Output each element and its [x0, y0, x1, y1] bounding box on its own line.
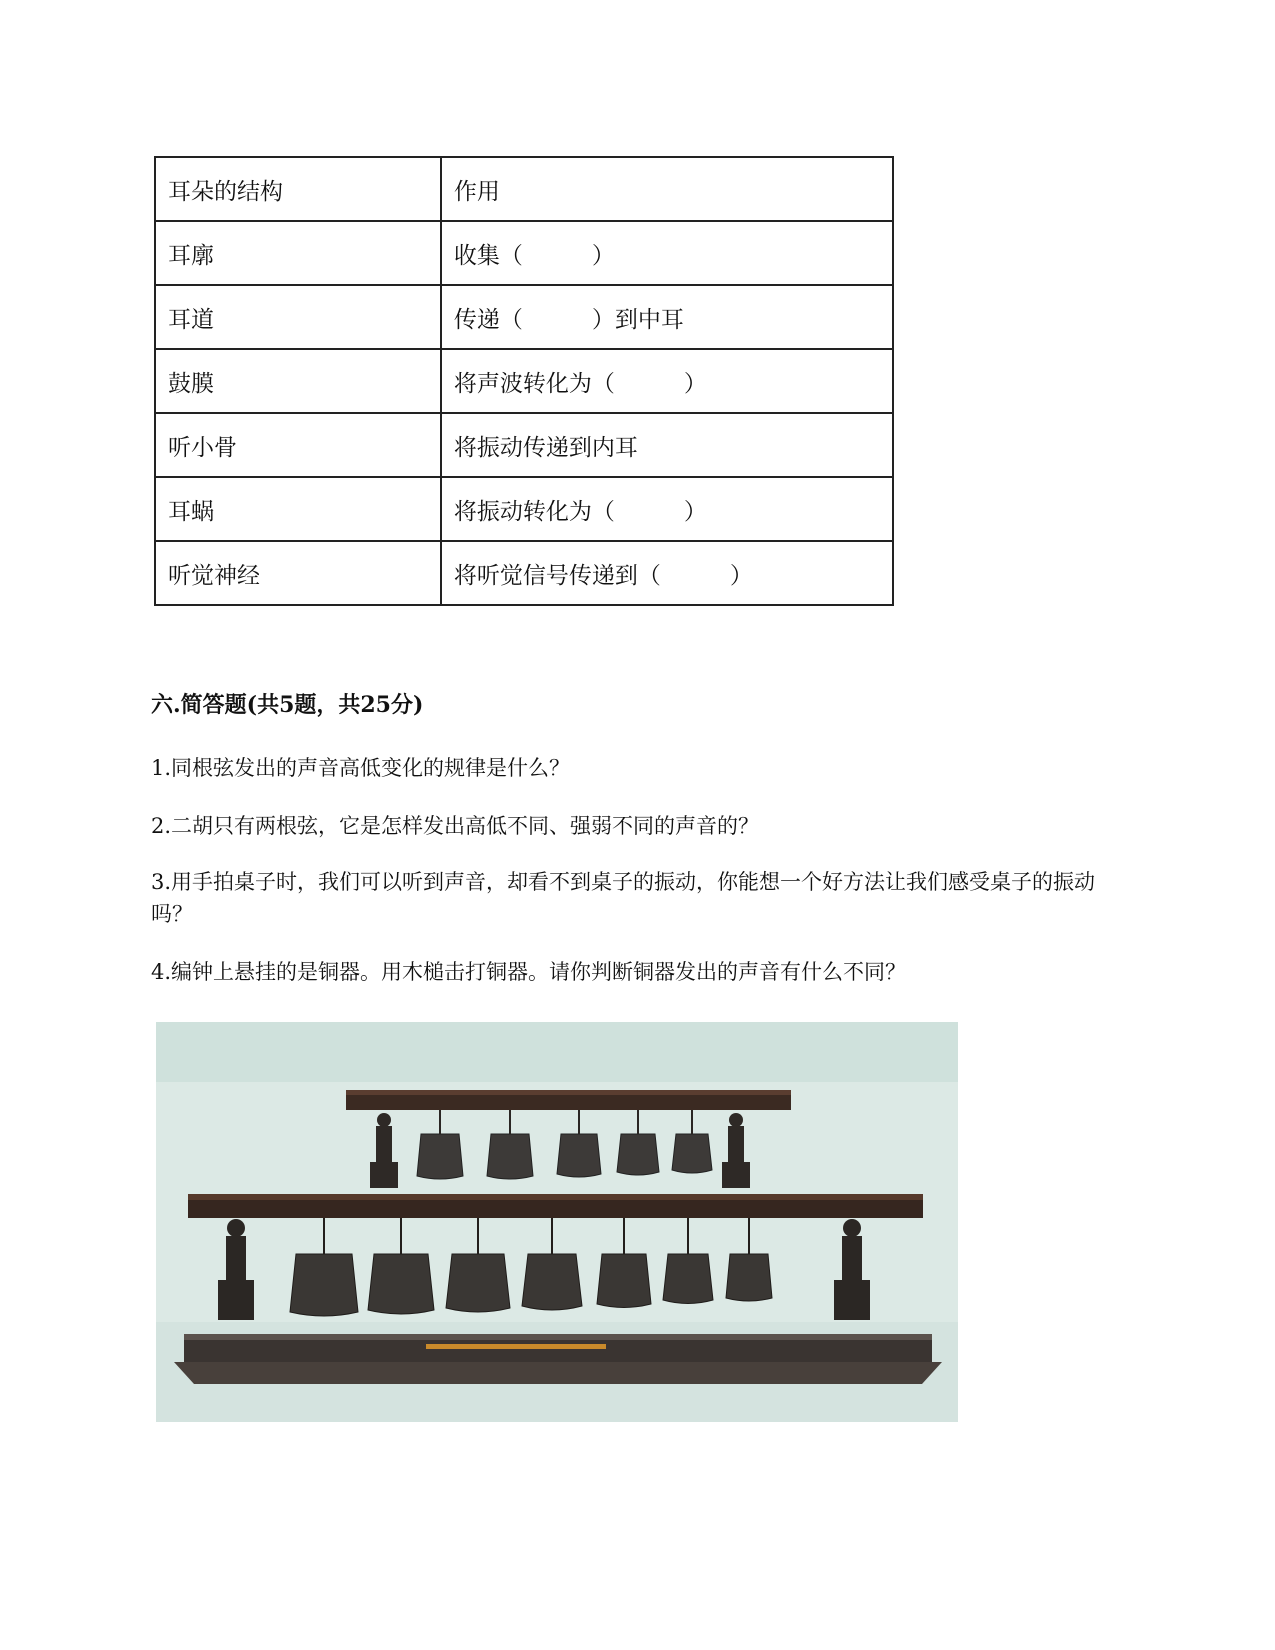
table-row: [155, 541, 893, 605]
table-cell-part: 听小骨: [155, 413, 441, 477]
table-row: [155, 221, 893, 285]
table-header-cell: 耳朵的结构: [155, 157, 441, 221]
question-1: 1.同根弦发出的声音高低变化的规律是什么？: [151, 756, 571, 780]
table-cell-part: 耳道: [155, 285, 441, 349]
table-cell-function: 将听觉信号传递到（ ）: [441, 541, 893, 605]
table-cell-part: 耳廓: [155, 221, 441, 285]
bianzhong-bells-photo: [156, 1022, 958, 1422]
table-row: [155, 477, 893, 541]
table-header-row: [155, 157, 893, 221]
table-cell-function: 传递（ ）到中耳: [441, 285, 893, 349]
table-row: [155, 413, 893, 477]
table-cell-function: 收集（ ）: [441, 221, 893, 285]
table-cell-function: 将振动传递到内耳: [441, 413, 893, 477]
table-cell-function: 将振动转化为（ ）: [441, 477, 893, 541]
question-3: 3.用手拍桌子时，我们可以听到声音，却看不到桌子的振动，你能想一个好方法让我们感受桌子的振动吗？: [151, 870, 1096, 926]
table-cell-part: 鼓膜: [155, 349, 441, 413]
table-cell-function: 将声波转化为（ ）: [441, 349, 893, 413]
table-row: [155, 349, 893, 413]
table-header-cell: 作用: [441, 157, 893, 221]
ear-structure-table: [154, 156, 894, 606]
question-2: 2.二胡只有两根弦，它是怎样发出高低不同、强弱不同的声音的？: [151, 814, 760, 838]
section-title: 六.简答题(共5题，共25分): [151, 692, 424, 718]
table-row: [155, 285, 893, 349]
table-cell-part: 耳蜗: [155, 477, 441, 541]
question-4: 4.编钟上悬挂的是铜器。用木槌击打铜器。请你判断铜器发出的声音有什么不同？: [151, 960, 907, 984]
table-cell-part: 听觉神经: [155, 541, 441, 605]
